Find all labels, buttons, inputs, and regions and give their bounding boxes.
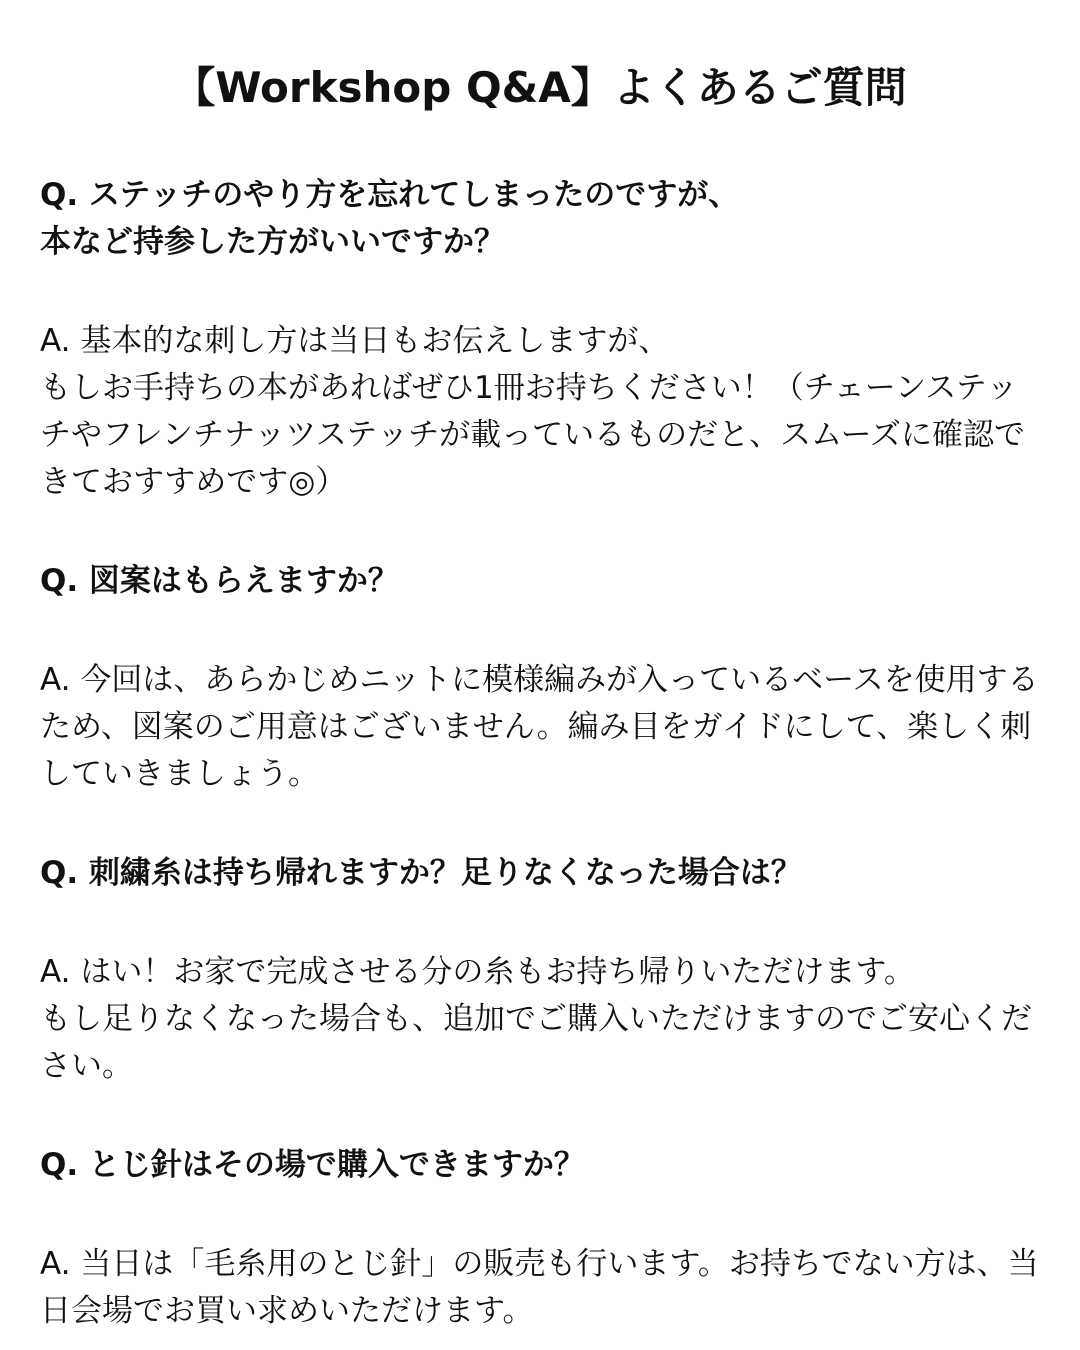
question-text: Q. ステッチのやり方を忘れてしまったのですが、 本など持参した方がいいですか？ xyxy=(40,177,740,260)
answer-text: A. はい！お家で完成させる分の糸もお持ち帰りいただけます。 もし足りなくなった場合も、追加でご購入いただけますのでご安心ください。 xyxy=(40,954,1032,1084)
answer-text: A. 今回は、あらかじめニットに模様編みが入っているベースを使用するため、図案のご用意はございません。編み目をガイドにして、楽しく刺していきましょう。 xyxy=(40,662,1039,792)
question-text: Q. 図案はもらえますか？ xyxy=(40,563,399,599)
answer-text: A. 基本的な刺し方は当日もお伝えしますが、 もしお手持ちの本があればぜひ1冊お持ちください！（チェーンステッチやフレンチナッツステッチが載っているものだと、スムーズに確認できておすすめです◎） xyxy=(40,323,1026,500)
qa-item xyxy=(40,1142,1040,1335)
qa-item xyxy=(40,558,1040,798)
question-text: Q. とじ針はその場で購入できますか？ xyxy=(40,1147,585,1183)
qa-item xyxy=(40,172,1040,506)
qa-list xyxy=(40,172,1040,1335)
qa-item xyxy=(40,850,1040,1090)
question-text: Q. 刺繍糸は持ち帰れますか？足りなくなった場合は？ xyxy=(40,855,802,891)
page-title: 【Workshop Q&A】よくあるご質問 xyxy=(173,63,907,112)
answer-text: A. 当日は「毛糸用のとじ針」の販売も行います。お持ちでない方は、当日会場でお買い求めいただけます。 xyxy=(40,1246,1039,1329)
